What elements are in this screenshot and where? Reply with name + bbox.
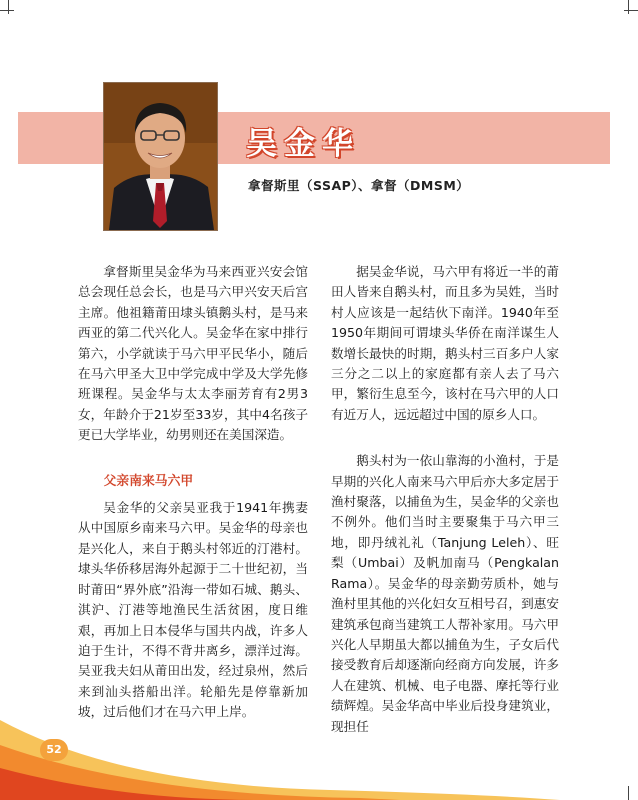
footer-swoosh-decoration xyxy=(0,690,638,800)
honors-subtitle: 拿督斯里（SSAP）、拿督（DMSM） xyxy=(248,178,470,193)
section-heading: 父亲南来马六甲 xyxy=(103,473,194,489)
portrait-photo xyxy=(103,82,218,231)
portrait-illustration xyxy=(104,83,217,230)
right-paragraph-1: 据吴金华说，马六甲有将近一半的莆田人皆来自鹅头村，而且多为吴姓，当时村人应该是一起结伙下南洋。1940年至1950年期间可谓埭头华侨在南洋谋生人数增长最快的时期，鹅头村三百多户人家三分之二以上的家庭都有亲人去了马六甲，繁衍生息至今，该村在马六甲的人口有近万人，远远超过中国的原乡人口。 xyxy=(331,264,559,422)
person-name-title: 吴金华 xyxy=(246,126,360,162)
paragraph-gap xyxy=(331,425,559,451)
page-number-badge: 52 xyxy=(40,739,68,761)
crop-mark-top-right xyxy=(628,0,629,14)
left-paragraph-1: 拿督斯里吴金华为马来西亚兴安会馆总会现任总会长，也是马六甲兴安天后宫主席。他祖籍莆田埭头镇鹅头村，是马来西亚的第二代兴化人。吴金华在家中排行第六，小学就读于马六甲平民华小，随后在马六甲圣大卫中学完成中学及大学先修班课程。吴金华与太太李丽芳育有2男3女，年龄介于21岁至33岁，其中4名孩子更已大学毕业，幼男则还在美国深造。 xyxy=(78,264,308,443)
crop-mark-top-right-h xyxy=(624,10,638,11)
left-paragraph-2: 吴金华的父亲吴亚我于1941年携妻从中国原乡南来马六甲。吴金华的母亲也是兴化人，来自于鹅头村邻近的汀港村。埭头华侨移居海外起源于二十世纪初，当时莆田“界外底”沿海一带如石城、鹅头、淇沪、汀港等地渔民生活贫困，度日维艰，再加上日本侵华与国共内战，许多人迫于生计，不得不背井离乡，漂洋过海。吴亚我夫妇从莆田出发，经过泉州，然后来到汕头搭船出洋。轮船先是停靠新加坡，过后他们才在马六甲上岸。 xyxy=(78,500,308,720)
crop-mark-top-left xyxy=(8,0,9,14)
crop-mark-top-left-h xyxy=(0,10,14,11)
right-column xyxy=(331,262,572,737)
right-paragraph-2: 鹅头村为一依山靠海的小渔村，于是早期的兴化人南来马六甲后亦大多定居于渔村聚落，以捕鱼为生，吴金华的父亲也不例外。他们当时主要聚集于马六甲三地，即丹绒礼礼（Tanjung Leleh）、旺梨（Umbai）及帆加南马（Pengkalan Rama）。吴金华的母亲勤劳质朴，她与渔村里其他的兴化妇女互相号召，到惠安建筑承包商当建筑工人帮补家用。马六甲兴化人早期虽大都以捕鱼为生，子女后代接受教育后却逐渐向经商方向发展，许多人在建筑、机械、电子电器、摩托等行业绩辉煌。吴金华高中毕业后投身建筑业，现担任 xyxy=(331,453,572,734)
left-column xyxy=(78,262,308,723)
